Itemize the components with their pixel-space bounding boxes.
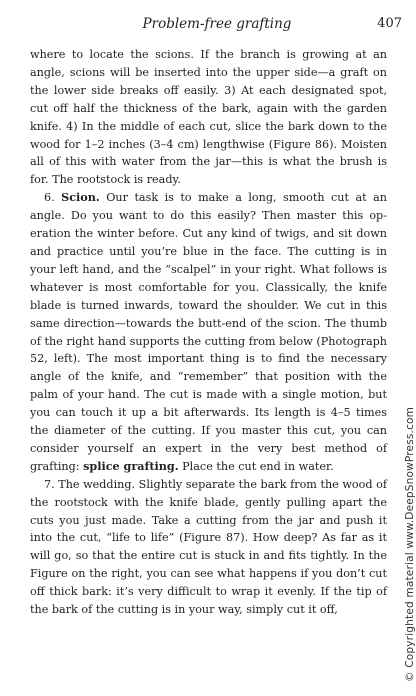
paragraph-text-end: Place the cut end in water.: [178, 459, 334, 473]
paragraph-wedding: 7. The wedding. Slightly separate the bark from the wood of the rootstock with the knife blade, gently pulling apart the cuts you just made. Take a cutting from the jar and push it into the cut, “life to life” (Figure 87). How deep? As far as it will go, so that the entire cut is stuck in and fits tightly. In the Figure on the right, you can see what happens if you don’t cut off thick bark: it’s very difficult to wrap it evenly. If the tip of the bark of the cutting is in your way, simply cut it off,: [30, 477, 387, 617]
step-number: 6.: [44, 191, 62, 205]
step-heading: Scion.: [61, 190, 100, 205]
copyright-watermark: [392, 406, 416, 690]
running-head: [30, 14, 404, 34]
page-number: 407: [377, 16, 402, 31]
paragraph-text: Our task is to make a long, smooth cut at an angle. Do you want to do this easily? Then master this operation the winter before. Cut any kind of twigs, and sit down and practice until you’re blue in the face. The cutting is in your left hand, and the “scalpel” in your right. What follows is whatever is most comfortable for you. Classically, the knife blade is turned inwards, toward the shoulder. We cut in this same direction—towards the butt-end of the scion. The thumb of the right hand supports the cutting from below (Photograph 52, left). The most important thing is to find the necessary angle of the knife, and “remember” that position with the palm of your hand. The cut is made with a single motion, but you can touch it up a bit afterwards. Its length is 4–5 times the diameter of the cutting. If you master this cut, you can consider yourself an expert in the very best method of grafting:: [30, 191, 387, 473]
paragraph-continued: where to locate the scions. If the branch is growing at an angle, scions will be inserted into the upper side—a graft on the lower side breaks off easily. 3) At each designated spot, cut off half the thickness of the bark, again with the garden knife. 4) In the middle of each cut, slice the bark down to the wood for 1–2 inches (3–4 cm) lengthwise (Figure 86). Moisten all of this with water from the jar—this is what the brush is for. The rootstock is ready.: [30, 48, 387, 187]
body-text: [30, 46, 387, 619]
running-title: Problem-free grafting: [142, 16, 292, 32]
watermark-text: © Copyrighted material www.DeepSnowPress.com: [404, 406, 416, 682]
emphasis-term: splice grafting.: [83, 458, 179, 473]
paragraph-scion: [30, 189, 387, 476]
